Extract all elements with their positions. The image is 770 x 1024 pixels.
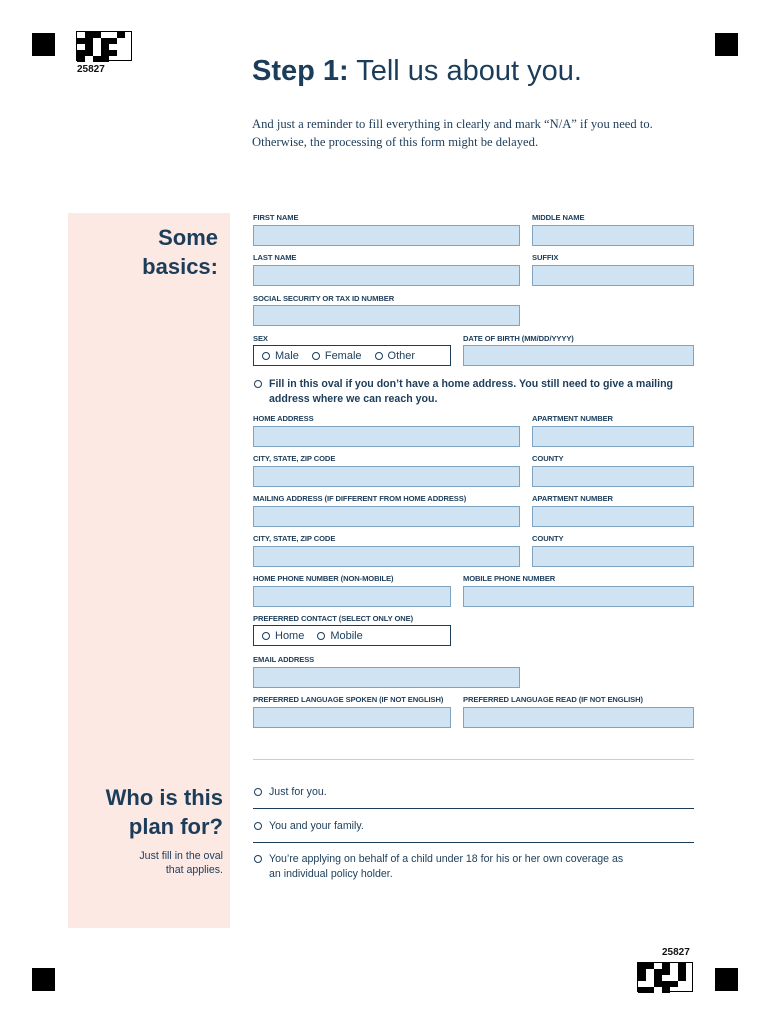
- option-label: Female: [324, 349, 362, 362]
- sex-options: [253, 345, 451, 366]
- mobile-phone-label: MOBILE PHONE NUMBER: [463, 574, 556, 583]
- mailing-county-label: COUNTY: [532, 534, 564, 543]
- ssn-field[interactable]: [253, 305, 520, 326]
- mailing-address-field[interactable]: [253, 506, 520, 527]
- contact-option-home[interactable]: [262, 630, 304, 642]
- plan-option-child[interactable]: [254, 852, 624, 882]
- county-label: COUNTY: [532, 454, 564, 463]
- plan-option-family[interactable]: [254, 819, 694, 834]
- heading-line: basics:: [142, 254, 218, 279]
- barcode-cell: [109, 50, 117, 56]
- contact-option-mobile[interactable]: [317, 630, 362, 642]
- section-heading-plan-for: [80, 783, 223, 841]
- barcode-cell: [670, 981, 678, 987]
- oval-icon: [254, 855, 262, 863]
- oval-icon: [262, 632, 270, 640]
- language-spoken-field[interactable]: [253, 707, 451, 728]
- sex-option-female[interactable]: [312, 350, 362, 362]
- mailing-apartment-label: APARTMENT NUMBER: [532, 494, 613, 503]
- email-label: EMAIL ADDRESS: [253, 655, 315, 664]
- section-heading-basics: [80, 223, 218, 281]
- option-divider: [253, 808, 694, 809]
- mobile-phone-field[interactable]: [463, 586, 694, 607]
- language-read-label: PREFERRED LANGUAGE READ (IF NOT ENGLISH): [463, 695, 643, 704]
- mailing-apartment-field[interactable]: [532, 506, 694, 527]
- language-spoken-label: PREFERRED LANGUAGE SPOKEN (IF NOT ENGLISH): [253, 695, 444, 704]
- barcode-cell: [662, 987, 670, 993]
- no-home-address-text: Fill in this oval if you don’t have a home address. You still need to give a mailing address where we can reach you.: [269, 378, 674, 405]
- dob-field[interactable]: [463, 345, 694, 366]
- sex-option-other[interactable]: [375, 350, 416, 362]
- suffix-field[interactable]: [532, 265, 694, 286]
- registration-mark-bottom-left: [32, 968, 55, 991]
- apartment-number-label: APARTMENT NUMBER: [532, 414, 613, 423]
- plan-option-label: Just for you.: [269, 786, 327, 798]
- barcode-top: [76, 31, 132, 61]
- sex-option-male[interactable]: [262, 350, 299, 362]
- home-address-field[interactable]: [253, 426, 520, 447]
- plan-option-label: You’re applying on behalf of a child under 18 for his or her own coverage as an individual policy holder.: [269, 853, 624, 880]
- preferred-contact-options: [253, 625, 451, 646]
- form-number-bottom: 25827: [662, 947, 690, 958]
- home-address-label: HOME ADDRESS: [253, 414, 314, 423]
- barcode-cell: [117, 50, 125, 56]
- home-phone-field[interactable]: [253, 586, 451, 607]
- form-number-top: 25827: [77, 64, 105, 75]
- first-name-field[interactable]: [253, 225, 520, 246]
- step-title-text: Tell us about you.: [356, 55, 582, 87]
- heading-line: Some: [158, 225, 218, 250]
- barcode-cell: [85, 56, 93, 62]
- dob-label: DATE OF BIRTH (MM/DD/YYYY): [463, 334, 574, 343]
- middle-name-label: MIDDLE NAME: [532, 213, 585, 222]
- home-phone-label: HOME PHONE NUMBER (NON-MOBILE): [253, 574, 394, 583]
- plan-option-just-you[interactable]: [254, 785, 694, 800]
- oval-icon: [254, 788, 262, 796]
- email-field[interactable]: [253, 667, 520, 688]
- barcode-cell: [678, 981, 686, 987]
- intro-text: And just a reminder to fill everything in clearly and mark “N/A” if you need to. Otherwise, the processing of this form might be delayed.: [252, 117, 653, 149]
- barcode-cell: [93, 56, 101, 62]
- registration-mark-top-left: [32, 33, 55, 56]
- option-divider: [253, 842, 694, 843]
- option-label: Home: [275, 629, 305, 642]
- oval-icon: [317, 632, 325, 640]
- option-label: Mobile: [330, 629, 363, 642]
- option-label: Male: [275, 349, 299, 362]
- first-name-label: FIRST NAME: [253, 213, 299, 222]
- city-state-zip-field[interactable]: [253, 466, 520, 487]
- barcode-cell: [654, 987, 662, 993]
- mailing-city-state-zip-field[interactable]: [253, 546, 520, 567]
- heading-line: plan for?: [128, 814, 223, 839]
- barcode-cell: [646, 987, 654, 993]
- step-label: Step 1:: [252, 55, 349, 87]
- oval-icon: [262, 352, 270, 360]
- last-name-label: LAST NAME: [253, 253, 297, 262]
- oval-icon: [254, 822, 262, 830]
- mailing-county-field[interactable]: [532, 546, 694, 567]
- no-home-address-option[interactable]: [254, 377, 699, 407]
- apartment-number-field[interactable]: [532, 426, 694, 447]
- ssn-label: SOCIAL SECURITY OR TAX ID NUMBER: [253, 294, 395, 303]
- oval-icon: [312, 352, 320, 360]
- section-divider: [253, 759, 694, 760]
- last-name-field[interactable]: [253, 265, 520, 286]
- plan-option-label: You and your family.: [269, 820, 364, 832]
- suffix-label: SUFFIX: [532, 253, 559, 262]
- plan-for-note: Just fill in the oval that applies.: [139, 850, 223, 876]
- heading-line: Who is this: [105, 785, 223, 810]
- barcode-bottom: [637, 962, 693, 992]
- registration-mark-bottom-right: [715, 968, 738, 991]
- page-title: [252, 55, 582, 88]
- barcode-cell: [638, 987, 646, 993]
- middle-name-field[interactable]: [532, 225, 694, 246]
- mailing-address-label: MAILING ADDRESS (IF DIFFERENT FROM HOME ADDRESS): [253, 494, 467, 503]
- barcode-cell: [77, 56, 85, 62]
- preferred-contact-label: PREFERRED CONTACT (SELECT ONLY ONE): [253, 614, 414, 623]
- language-read-field[interactable]: [463, 707, 694, 728]
- sex-label: SEX: [253, 334, 268, 343]
- option-label: Other: [387, 349, 416, 362]
- mailing-city-state-zip-label: CITY, STATE, ZIP CODE: [253, 534, 336, 543]
- county-field[interactable]: [532, 466, 694, 487]
- oval-icon: [375, 352, 383, 360]
- city-state-zip-label: CITY, STATE, ZIP CODE: [253, 454, 336, 463]
- barcode-cell: [101, 56, 109, 62]
- registration-mark-top-right: [715, 33, 738, 56]
- oval-icon: [254, 380, 262, 388]
